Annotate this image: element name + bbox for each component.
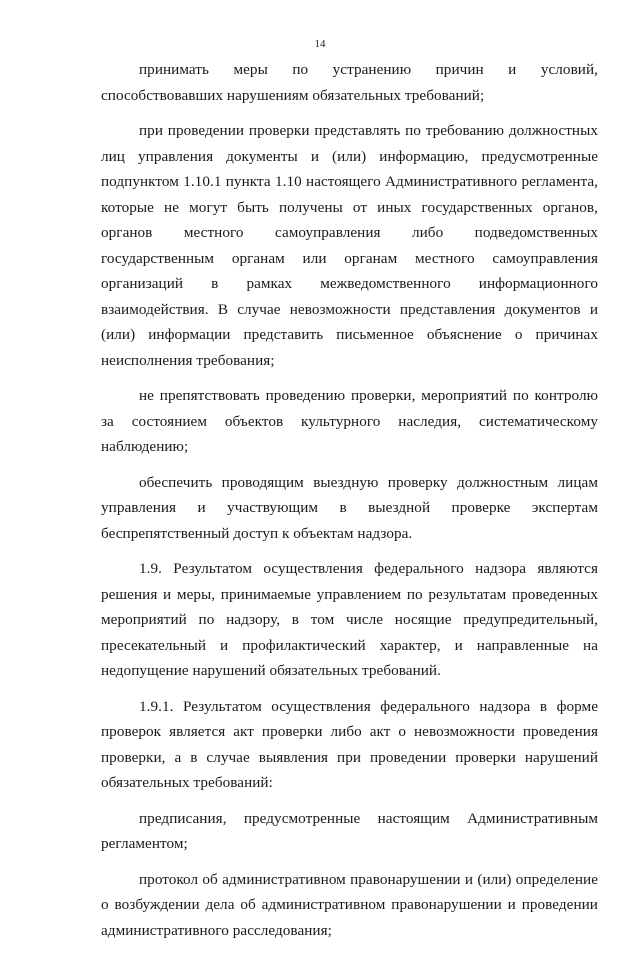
paragraph-obligation-provide-documents: при проведении проверки представлять по требованию должностных лиц управления документы и (или) информацию, предусмотренные подпунктом 1.10.1 пункта 1.10 настоящего Административного регламента, которые не могут быть получены от иных государственных органов, органов местного самоуправления либо подведомственных государственным органам или органам местного самоуправления организаций в рамках межведомственного информационного взаимодействия. В случае невозможности представления документов и (или) информации представить письменное объяснение о причинах неисполнения требования;: [101, 122, 598, 369]
document-body: [101, 57, 598, 953]
paragraph-prescriptions: предписания, предусмотренные настоящим Административным регламентом;: [101, 809, 598, 852]
page-number: 14: [314, 38, 326, 50]
paragraph-obligation-access: обеспечить проводящим выездную проверку должностным лицам управления и участвующим в выездной проверке экспертам беспрепятственный доступ к объектам надзора.: [101, 473, 598, 542]
paragraph-section-1-9: 1.9. Результатом осуществления федерального надзора являются решения и меры, принимаемые управлением по результатам проведенных мероприятий по надзору, в том числе носящие предупредительный, пресекательный и профилактический характер, и направленные на недопущение нарушений обязательных требований.: [101, 560, 598, 679]
paragraph-obligation-eliminate: принимать меры по устранению причин и условий, способствовавших нарушениям обязательных требований;: [101, 61, 598, 104]
paragraph-protocol: протокол об административном правонарушении и (или) определение о возбуждении дела об административном правонарушении и проведении административного расследования;: [101, 870, 598, 939]
paragraph-section-1-9-1: 1.9.1. Результатом осуществления федерального надзора в форме проверок является акт проверки либо акт о невозможности проведения проверки, а в случае выявления при проведении проверки нарушений обязательных требований:: [101, 697, 598, 791]
paragraph-obligation-not-obstruct: не препятствовать проведению проверки, мероприятий по контролю за состоянием объектов культурного наследия, систематическому наблюдению;: [101, 387, 598, 455]
